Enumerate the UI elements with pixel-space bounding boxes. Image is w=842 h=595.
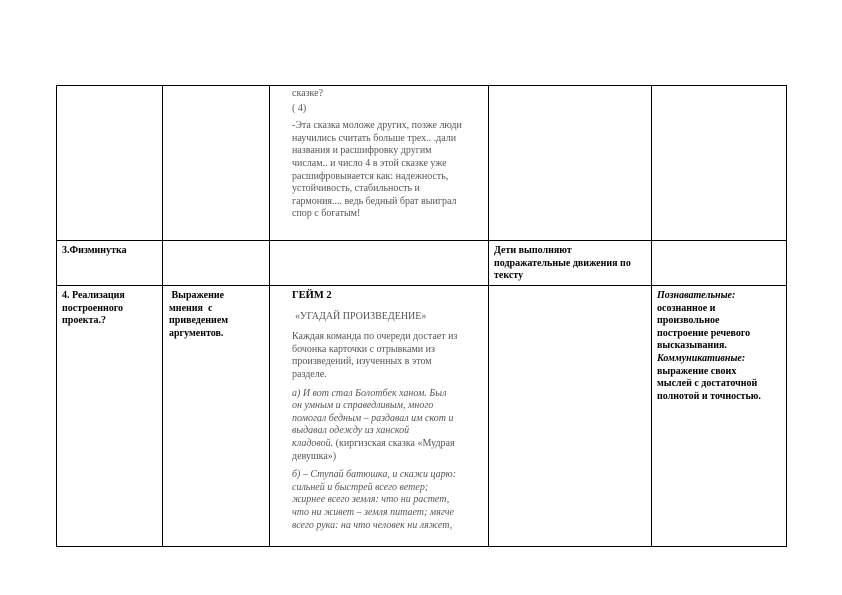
text-line: б) – Ступай батюшка, и скажи царю: xyxy=(292,469,457,481)
text-line: 4. Реализация xyxy=(62,290,125,301)
table-border xyxy=(488,85,489,547)
text-line: выражение своих xyxy=(657,365,737,377)
stage-physical-break xyxy=(62,245,160,258)
text-line: проекта.? xyxy=(62,315,107,327)
text-line: приведением xyxy=(169,315,229,327)
text-line: подражательные движения по xyxy=(494,257,631,269)
uud-communicative-label: Коммуникативные: xyxy=(657,352,746,364)
uud-cognitive-label: Познавательные: xyxy=(657,290,736,301)
text-line: разделе. xyxy=(292,368,327,380)
stage-label: 3.Физминутка xyxy=(62,245,127,256)
text-line: числам.. и число 4 в этой сказке уже xyxy=(292,157,447,169)
text-line: мнения с xyxy=(169,302,213,314)
game-cell xyxy=(292,290,487,532)
text-line: бочонка карточки с отрывками из xyxy=(292,343,435,355)
game-title: ГЕЙМ 2 xyxy=(292,290,332,301)
text-line: полнотой и точностью. xyxy=(657,390,761,402)
text-line: выдавал одежду из ханской xyxy=(292,425,410,437)
text-line: всего рука: на что человек ни ляжет, xyxy=(292,519,453,531)
text-line xyxy=(292,438,487,451)
text-line: Каждая команда по очереди достает из xyxy=(292,331,458,343)
text-line: сильней и быстрей всего ветер; xyxy=(292,481,429,493)
lesson-table xyxy=(56,85,787,547)
uud-cell xyxy=(657,290,785,403)
stage-project-realization xyxy=(62,290,160,328)
explanation-paragraph xyxy=(292,120,487,221)
table-border xyxy=(786,85,787,547)
text-line: он умным и справедливым, много xyxy=(292,400,434,412)
students-activity-cell xyxy=(494,245,650,283)
table-border xyxy=(56,85,787,86)
table-border xyxy=(56,85,57,547)
text-line: а) И вот стал Болотбек ханом. Был xyxy=(292,387,447,399)
text-line: мыслей с достаточной xyxy=(657,378,758,390)
text-line: -Эта сказка моложе других, позже люди xyxy=(292,120,462,132)
goal-cell xyxy=(169,290,267,340)
table-border xyxy=(269,85,270,547)
row1-teacher-cell xyxy=(292,88,487,221)
number-line: ( 4) xyxy=(292,102,307,114)
table-border xyxy=(56,285,787,286)
game-intro xyxy=(292,331,487,381)
text-line: помогал бедным – раздавал им скот и xyxy=(292,412,454,424)
text-line: аргументов. xyxy=(169,327,224,339)
table-border xyxy=(651,85,652,547)
game-subtitle: «УГАДАЙ ПРОИЗВЕДЕНИЕ» xyxy=(295,310,427,322)
excerpt-end: кладовой. xyxy=(292,437,334,449)
text-line: произведений, изученных в этом xyxy=(292,356,432,368)
table-border xyxy=(56,546,787,547)
text-line: что ни живет – земля питает; мягче xyxy=(292,506,454,518)
text-line: научились считать больше трех.. .дали xyxy=(292,132,457,144)
text-line: гармония.... ведь бедный брат выиграл xyxy=(292,195,457,207)
text-line: осознанное и xyxy=(657,302,716,314)
text-line: произвольное xyxy=(657,315,720,327)
table-border xyxy=(162,85,163,547)
excerpt-a xyxy=(292,388,487,464)
text-line: названия и расшифровку другим xyxy=(292,145,432,157)
text-line: Дети выполняют xyxy=(494,245,572,256)
text-line: жирнее всего земля: что ни растет, xyxy=(292,494,450,506)
table-border xyxy=(56,240,787,241)
text-line: построенного xyxy=(62,302,124,314)
excerpt-b xyxy=(292,469,487,532)
text-line: высказывания. xyxy=(657,340,727,352)
question-line: сказке? xyxy=(292,88,324,99)
text-line: расшифровывается как: надежность, xyxy=(292,170,449,182)
text-line: устойчивость, стабильность и xyxy=(292,183,420,195)
text-line: построение речевого xyxy=(657,327,751,339)
text-line: Выражение xyxy=(169,290,225,301)
text-line: спор с богатым! xyxy=(292,208,361,220)
text-line: девушка») xyxy=(292,450,337,462)
excerpt-source: (киргизская сказка «Мудрая xyxy=(333,437,455,449)
text-line: тексту xyxy=(494,270,524,282)
